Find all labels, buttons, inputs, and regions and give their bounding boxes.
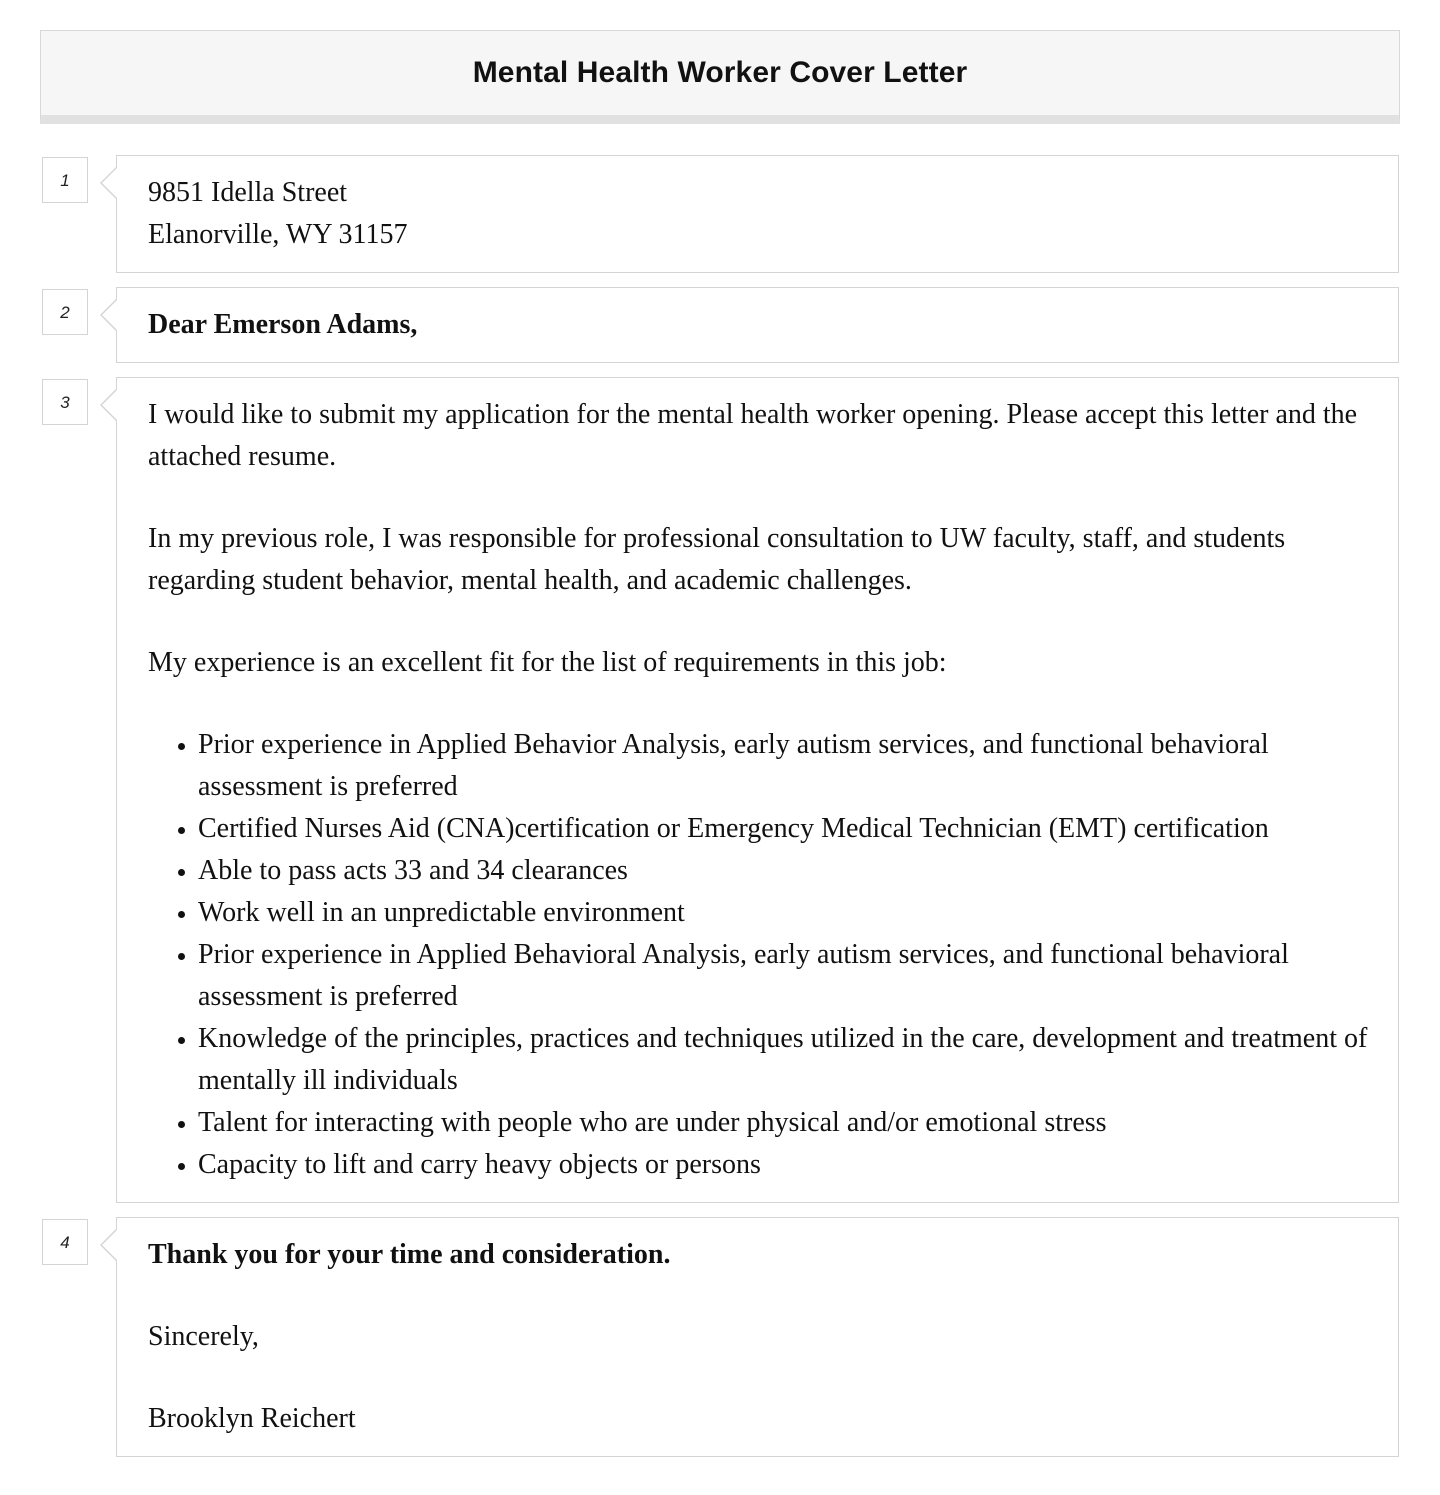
body-block: [116, 377, 1399, 1203]
requirement-item: • Prior experience in Applied Behavioral Analysis, early autism services, and functional behavioral assessment is preferred: [198, 934, 1368, 1018]
title-bar: [40, 30, 1400, 124]
requirements-list: [148, 724, 1368, 1186]
section-number: 4: [42, 1219, 88, 1265]
thanks-line: Thank you for your time and consideration.: [148, 1239, 671, 1270]
signature-name: Brooklyn Reichert: [148, 1403, 356, 1434]
address-block: [116, 155, 1399, 273]
requirement-item: • Prior experience in Applied Behavior Analysis, early autism services, and functional behavioral assessment is preferred: [198, 724, 1368, 808]
salutation: Dear Emerson Adams,: [148, 309, 418, 340]
page-title: Mental Health Worker Cover Letter: [472, 56, 968, 89]
address-line-1: 9851 Idella Street: [148, 177, 348, 208]
closing-block: [116, 1217, 1399, 1457]
requirement-item: • Able to pass acts 33 and 34 clearances: [198, 850, 1368, 892]
section-number: 3: [42, 379, 88, 425]
requirement-item: • Capacity to lift and carry heavy objects or persons: [198, 1144, 1368, 1186]
address-line-2: Elanorville, WY 31157: [148, 219, 408, 250]
section-number: 1: [42, 157, 88, 203]
section-number: 2: [42, 289, 88, 335]
previous-role-paragraph: In my previous role, I was responsible for professional consultation to UW faculty, staff, and students regarding student behavior, mental health, and academic challenges.: [148, 523, 1286, 596]
salutation-block: [116, 287, 1399, 363]
requirement-item: • Certified Nurses Aid (CNA)certification or Emergency Medical Technician (EMT) certification: [198, 808, 1368, 850]
requirement-item: • Work well in an unpredictable environment: [198, 892, 1368, 934]
requirements-lead: My experience is an excellent fit for the list of requirements in this job:: [148, 647, 947, 678]
requirement-item: • Talent for interacting with people who are under physical and/or emotional stress: [198, 1102, 1368, 1144]
intro-paragraph: I would like to submit my application for the mental health worker opening. Please accept this letter and the attached resume.: [148, 399, 1358, 472]
closing-line: Sincerely,: [148, 1321, 259, 1352]
requirement-item: • Knowledge of the principles, practices and techniques utilized in the care, development and treatment of mentally ill individuals: [198, 1018, 1368, 1102]
